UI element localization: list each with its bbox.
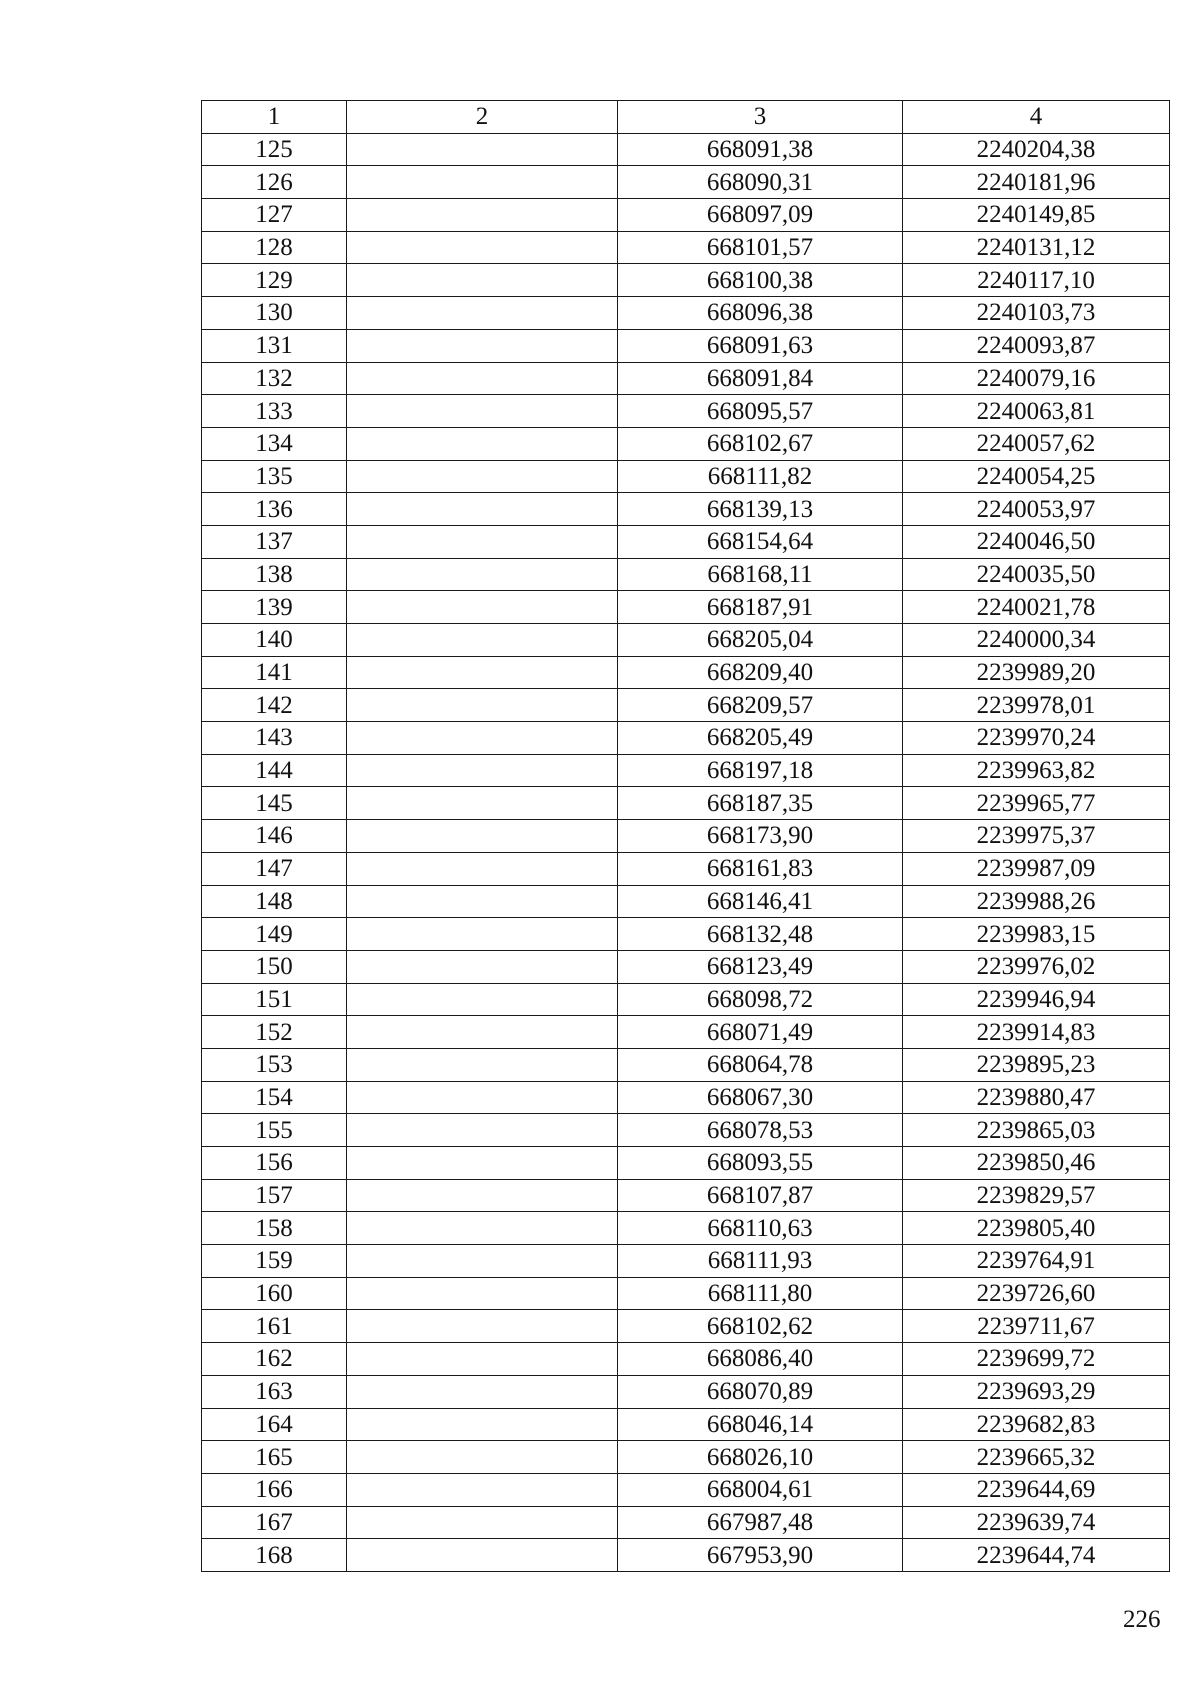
- cell-y-coordinate: 2239970,24: [903, 722, 1170, 755]
- cell-point-number: 135: [202, 460, 347, 493]
- cell-description: [347, 1441, 618, 1474]
- cell-point-number: 164: [202, 1408, 347, 1441]
- cell-y-coordinate: 2239880,47: [903, 1081, 1170, 1114]
- cell-point-number: 145: [202, 787, 347, 820]
- cell-description: [347, 1506, 618, 1539]
- cell-point-number: 138: [202, 558, 347, 591]
- cell-y-coordinate: 2240053,97: [903, 493, 1170, 526]
- cell-y-coordinate: 2240046,50: [903, 525, 1170, 558]
- cell-y-coordinate: 2239975,37: [903, 820, 1170, 853]
- page-number: 226: [1123, 1606, 1161, 1633]
- cell-x-coordinate: 668161,83: [618, 852, 903, 885]
- cell-x-coordinate: 668107,87: [618, 1179, 903, 1212]
- cell-description: [347, 329, 618, 362]
- cell-x-coordinate: 668154,64: [618, 525, 903, 558]
- cell-x-coordinate: 668064,78: [618, 1048, 903, 1081]
- cell-y-coordinate: 2239989,20: [903, 656, 1170, 689]
- cell-y-coordinate: 2239988,26: [903, 885, 1170, 918]
- cell-x-coordinate: 668111,82: [618, 460, 903, 493]
- cell-point-number: 129: [202, 264, 347, 297]
- cell-y-coordinate: 2239978,01: [903, 689, 1170, 722]
- cell-y-coordinate: 2240000,34: [903, 624, 1170, 657]
- cell-y-coordinate: 2239682,83: [903, 1408, 1170, 1441]
- cell-point-number: 154: [202, 1081, 347, 1114]
- table-row: [202, 754, 1170, 787]
- cell-description: [347, 199, 618, 232]
- cell-description: [347, 722, 618, 755]
- cell-y-coordinate: 2240079,16: [903, 362, 1170, 395]
- cell-description: [347, 918, 618, 951]
- cell-y-coordinate: 2239987,09: [903, 852, 1170, 885]
- header-col-1: 1: [202, 101, 347, 134]
- table-row: [202, 1048, 1170, 1081]
- cell-x-coordinate: 668093,55: [618, 1147, 903, 1180]
- cell-point-number: 140: [202, 624, 347, 657]
- cell-x-coordinate: 668111,93: [618, 1245, 903, 1278]
- cell-point-number: 168: [202, 1539, 347, 1572]
- cell-description: [347, 1310, 618, 1343]
- cell-point-number: 136: [202, 493, 347, 526]
- table-row: [202, 722, 1170, 755]
- cell-point-number: 128: [202, 231, 347, 264]
- cell-y-coordinate: 2239976,02: [903, 950, 1170, 983]
- cell-point-number: 160: [202, 1277, 347, 1310]
- cell-x-coordinate: 668139,13: [618, 493, 903, 526]
- cell-description: [347, 362, 618, 395]
- table-row: [202, 199, 1170, 232]
- cell-point-number: 134: [202, 427, 347, 460]
- cell-y-coordinate: 2239639,74: [903, 1506, 1170, 1539]
- cell-description: [347, 983, 618, 1016]
- cell-description: [347, 852, 618, 885]
- cell-point-number: 150: [202, 950, 347, 983]
- cell-point-number: 152: [202, 1016, 347, 1049]
- cell-x-coordinate: 668098,72: [618, 983, 903, 1016]
- cell-x-coordinate: 668146,41: [618, 885, 903, 918]
- cell-x-coordinate: 668091,38: [618, 133, 903, 166]
- cell-point-number: 157: [202, 1179, 347, 1212]
- cell-x-coordinate: 668046,14: [618, 1408, 903, 1441]
- table-row: [202, 1539, 1170, 1572]
- cell-x-coordinate: 668173,90: [618, 820, 903, 853]
- table-row: [202, 983, 1170, 1016]
- cell-point-number: 142: [202, 689, 347, 722]
- cell-description: [347, 1114, 618, 1147]
- cell-y-coordinate: 2239699,72: [903, 1343, 1170, 1376]
- cell-point-number: 141: [202, 656, 347, 689]
- cell-description: [347, 1048, 618, 1081]
- table-row: [202, 166, 1170, 199]
- table-row: [202, 558, 1170, 591]
- cell-x-coordinate: 668004,61: [618, 1473, 903, 1506]
- cell-point-number: 158: [202, 1212, 347, 1245]
- cell-description: [347, 820, 618, 853]
- table-row: [202, 329, 1170, 362]
- cell-description: [347, 1408, 618, 1441]
- header-row: [202, 101, 1170, 134]
- cell-y-coordinate: 2240204,38: [903, 133, 1170, 166]
- table-row: [202, 1016, 1170, 1049]
- cell-y-coordinate: 2240021,78: [903, 591, 1170, 624]
- cell-y-coordinate: 2240131,12: [903, 231, 1170, 264]
- cell-point-number: 125: [202, 133, 347, 166]
- cell-x-coordinate: 668187,91: [618, 591, 903, 624]
- cell-y-coordinate: 2239805,40: [903, 1212, 1170, 1245]
- cell-point-number: 166: [202, 1473, 347, 1506]
- cell-y-coordinate: 2239644,74: [903, 1539, 1170, 1572]
- table-row: [202, 950, 1170, 983]
- cell-y-coordinate: 2239850,46: [903, 1147, 1170, 1180]
- header-col-3: 3: [618, 101, 903, 134]
- cell-x-coordinate: 668187,35: [618, 787, 903, 820]
- cell-description: [347, 1245, 618, 1278]
- cell-description: [347, 591, 618, 624]
- table-row: [202, 591, 1170, 624]
- cell-y-coordinate: 2240149,85: [903, 199, 1170, 232]
- table-row: [202, 1147, 1170, 1180]
- header-col-2: 2: [347, 101, 618, 134]
- cell-x-coordinate: 668091,84: [618, 362, 903, 395]
- cell-y-coordinate: 2240057,62: [903, 427, 1170, 460]
- cell-description: [347, 231, 618, 264]
- table-row: [202, 689, 1170, 722]
- cell-description: [347, 166, 618, 199]
- table-row: [202, 787, 1170, 820]
- cell-x-coordinate: 668091,63: [618, 329, 903, 362]
- cell-point-number: 159: [202, 1245, 347, 1278]
- table-row: [202, 1441, 1170, 1474]
- cell-x-coordinate: 668026,10: [618, 1441, 903, 1474]
- table-row: [202, 362, 1170, 395]
- cell-x-coordinate: 668209,40: [618, 656, 903, 689]
- cell-description: [347, 1277, 618, 1310]
- table-row: [202, 1408, 1170, 1441]
- cell-x-coordinate: 668209,57: [618, 689, 903, 722]
- cell-description: [347, 885, 618, 918]
- table-row: [202, 885, 1170, 918]
- cell-point-number: 167: [202, 1506, 347, 1539]
- cell-x-coordinate: 668197,18: [618, 754, 903, 787]
- cell-y-coordinate: 2240063,81: [903, 395, 1170, 428]
- cell-point-number: 156: [202, 1147, 347, 1180]
- table-row: [202, 1212, 1170, 1245]
- header-col-4: 4: [903, 101, 1170, 134]
- cell-point-number: 146: [202, 820, 347, 853]
- table-row: [202, 264, 1170, 297]
- table-row: [202, 1506, 1170, 1539]
- cell-x-coordinate: 668205,49: [618, 722, 903, 755]
- cell-description: [347, 460, 618, 493]
- cell-description: [347, 525, 618, 558]
- cell-point-number: 149: [202, 918, 347, 951]
- cell-point-number: 132: [202, 362, 347, 395]
- cell-point-number: 162: [202, 1343, 347, 1376]
- cell-point-number: 153: [202, 1048, 347, 1081]
- cell-point-number: 127: [202, 199, 347, 232]
- cell-y-coordinate: 2239665,32: [903, 1441, 1170, 1474]
- cell-description: [347, 395, 618, 428]
- coordinates-table: [201, 100, 1170, 1572]
- cell-description: [347, 1179, 618, 1212]
- cell-y-coordinate: 2239711,67: [903, 1310, 1170, 1343]
- cell-y-coordinate: 2239693,29: [903, 1375, 1170, 1408]
- cell-point-number: 148: [202, 885, 347, 918]
- cell-x-coordinate: 668111,80: [618, 1277, 903, 1310]
- cell-description: [347, 624, 618, 657]
- cell-description: [347, 1147, 618, 1180]
- cell-description: [347, 297, 618, 330]
- table-row: [202, 1375, 1170, 1408]
- table-row: [202, 1310, 1170, 1343]
- cell-x-coordinate: 668067,30: [618, 1081, 903, 1114]
- cell-x-coordinate: 668100,38: [618, 264, 903, 297]
- cell-y-coordinate: 2240103,73: [903, 297, 1170, 330]
- cell-description: [347, 493, 618, 526]
- cell-y-coordinate: 2239865,03: [903, 1114, 1170, 1147]
- cell-description: [347, 787, 618, 820]
- cell-point-number: 133: [202, 395, 347, 428]
- cell-point-number: 147: [202, 852, 347, 885]
- cell-y-coordinate: 2239983,15: [903, 918, 1170, 951]
- cell-x-coordinate: 668086,40: [618, 1343, 903, 1376]
- table-row: [202, 525, 1170, 558]
- cell-description: [347, 1343, 618, 1376]
- cell-point-number: 139: [202, 591, 347, 624]
- cell-y-coordinate: 2240117,10: [903, 264, 1170, 297]
- table-row: [202, 1114, 1170, 1147]
- cell-point-number: 143: [202, 722, 347, 755]
- cell-x-coordinate: 668205,04: [618, 624, 903, 657]
- cell-description: [347, 1375, 618, 1408]
- cell-x-coordinate: 668095,57: [618, 395, 903, 428]
- cell-x-coordinate: 667953,90: [618, 1539, 903, 1572]
- table-row: [202, 1343, 1170, 1376]
- cell-description: [347, 754, 618, 787]
- cell-y-coordinate: 2239895,23: [903, 1048, 1170, 1081]
- table-row: [202, 1081, 1170, 1114]
- table-row: [202, 624, 1170, 657]
- cell-y-coordinate: 2239644,69: [903, 1473, 1170, 1506]
- table-body: [202, 133, 1170, 1571]
- cell-point-number: 163: [202, 1375, 347, 1408]
- cell-description: [347, 1081, 618, 1114]
- cell-x-coordinate: 668102,67: [618, 427, 903, 460]
- table-row: [202, 656, 1170, 689]
- table-row: [202, 133, 1170, 166]
- cell-point-number: 130: [202, 297, 347, 330]
- table-row: [202, 1179, 1170, 1212]
- cell-point-number: 126: [202, 166, 347, 199]
- cell-description: [347, 427, 618, 460]
- cell-y-coordinate: 2240035,50: [903, 558, 1170, 591]
- cell-x-coordinate: 668070,89: [618, 1375, 903, 1408]
- table-row: [202, 1245, 1170, 1278]
- table-row: [202, 395, 1170, 428]
- cell-description: [347, 1473, 618, 1506]
- table-row: [202, 852, 1170, 885]
- cell-y-coordinate: 2239764,91: [903, 1245, 1170, 1278]
- cell-x-coordinate: 667987,48: [618, 1506, 903, 1539]
- table-row: [202, 918, 1170, 951]
- table-row: [202, 460, 1170, 493]
- cell-description: [347, 1539, 618, 1572]
- cell-description: [347, 264, 618, 297]
- cell-x-coordinate: 668090,31: [618, 166, 903, 199]
- table-row: [202, 427, 1170, 460]
- cell-y-coordinate: 2240181,96: [903, 166, 1170, 199]
- cell-point-number: 165: [202, 1441, 347, 1474]
- cell-y-coordinate: 2240093,87: [903, 329, 1170, 362]
- table-header: [202, 101, 1170, 134]
- cell-y-coordinate: 2240054,25: [903, 460, 1170, 493]
- cell-description: [347, 656, 618, 689]
- cell-point-number: 161: [202, 1310, 347, 1343]
- table-row: [202, 1473, 1170, 1506]
- cell-y-coordinate: 2239946,94: [903, 983, 1170, 1016]
- cell-x-coordinate: 668078,53: [618, 1114, 903, 1147]
- cell-x-coordinate: 668097,09: [618, 199, 903, 232]
- cell-description: [347, 689, 618, 722]
- cell-description: [347, 558, 618, 591]
- table-row: [202, 493, 1170, 526]
- cell-description: [347, 1016, 618, 1049]
- cell-point-number: 155: [202, 1114, 347, 1147]
- cell-y-coordinate: 2239963,82: [903, 754, 1170, 787]
- cell-point-number: 137: [202, 525, 347, 558]
- cell-description: [347, 1212, 618, 1245]
- cell-point-number: 144: [202, 754, 347, 787]
- cell-x-coordinate: 668096,38: [618, 297, 903, 330]
- cell-x-coordinate: 668123,49: [618, 950, 903, 983]
- cell-description: [347, 133, 618, 166]
- cell-y-coordinate: 2239914,83: [903, 1016, 1170, 1049]
- table-row: [202, 297, 1170, 330]
- cell-y-coordinate: 2239965,77: [903, 787, 1170, 820]
- cell-x-coordinate: 668110,63: [618, 1212, 903, 1245]
- cell-x-coordinate: 668132,48: [618, 918, 903, 951]
- cell-point-number: 151: [202, 983, 347, 1016]
- cell-point-number: 131: [202, 329, 347, 362]
- cell-description: [347, 950, 618, 983]
- table-row: [202, 1277, 1170, 1310]
- cell-x-coordinate: 668168,11: [618, 558, 903, 591]
- cell-x-coordinate: 668102,62: [618, 1310, 903, 1343]
- cell-x-coordinate: 668101,57: [618, 231, 903, 264]
- table-row: [202, 820, 1170, 853]
- table-row: [202, 231, 1170, 264]
- cell-y-coordinate: 2239726,60: [903, 1277, 1170, 1310]
- cell-x-coordinate: 668071,49: [618, 1016, 903, 1049]
- cell-y-coordinate: 2239829,57: [903, 1179, 1170, 1212]
